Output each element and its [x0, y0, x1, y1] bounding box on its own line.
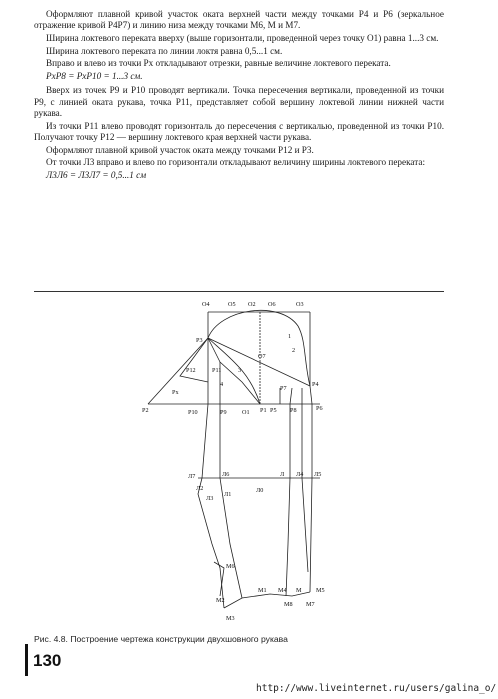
- label-Px: Px: [172, 389, 179, 396]
- formula: PxP8 = PxP10 = 1...3 см.: [46, 70, 143, 81]
- label-O4: O4: [202, 301, 210, 308]
- label-M: M: [296, 587, 302, 594]
- front-edge-line: [286, 388, 292, 596]
- paragraph: От точки Л3 вправо и влево по горизонтали откладывают величину ширины локтевого переката:: [46, 157, 425, 168]
- watermark-url: http://www.liveinternet.ru/users/galina_o/: [256, 683, 497, 694]
- label-4: 4: [220, 381, 224, 388]
- label-L6: Л6: [222, 471, 230, 478]
- body-text: [34, 9, 444, 184]
- guide-line-1: [208, 338, 220, 362]
- paragraph: Оформляют плавной кривой участок оката между точками P12 и P3.: [46, 144, 314, 155]
- label-L7: Л7: [188, 473, 196, 480]
- page-number: 130: [33, 651, 62, 670]
- label-L3: Л3: [206, 495, 214, 502]
- label-L2: Л2: [196, 485, 204, 492]
- paragraph: Ширина локтевого переката вверху (выше горизонтали, проведенной через точку O1) равна 1...3 см.: [46, 33, 439, 43]
- label-O6: O6: [268, 301, 276, 308]
- hem-line: [224, 592, 310, 608]
- label-P11: P11: [212, 367, 222, 374]
- label-L4: Л4: [296, 471, 304, 478]
- figure-caption: Рис. 4.8. Построение чертежа конструкции двухшовного рукава: [34, 634, 288, 644]
- label-M4: M4: [278, 587, 287, 594]
- label-P3: P3: [196, 337, 203, 344]
- label-M7: M7: [306, 601, 315, 608]
- label-P10: P10: [188, 409, 198, 416]
- label-L1: Л1: [224, 491, 232, 498]
- sleeve-pattern-drawing: [120, 296, 360, 626]
- label-2: 2: [292, 347, 296, 354]
- label-M1: M1: [258, 587, 267, 594]
- figure-top-rule: [34, 291, 444, 292]
- label-P12: P12: [186, 367, 196, 374]
- page-edge-bar: [25, 644, 28, 676]
- label-P4: P4: [312, 381, 319, 388]
- label-P8: P8: [290, 407, 297, 414]
- label-P2: P2: [142, 407, 149, 414]
- label-M6: M6: [226, 563, 235, 570]
- label-P1: P1: [260, 407, 267, 414]
- label-3: 3: [238, 367, 242, 374]
- px-triangle: [180, 338, 208, 382]
- paragraph: Оформляют плавной кривой участок оката верхней части между точками P4 и P6 (зеркальное отражение кривой P4P7) и линию низа между точками M6, M и M7.: [34, 9, 444, 31]
- paragraph: Ширина локтевого переката по линии локтя равна 0,5...1 см.: [46, 45, 283, 56]
- label-O2: O2: [248, 301, 256, 308]
- paragraph: Из точки P11 влево проводят горизонталь до пересечения с вертикалью, проведенной из точки P10. Получают точку P12 — вершину локтевого края верхней части рукава.: [34, 120, 444, 142]
- label-O1: O1: [242, 409, 250, 416]
- label-O5: O5: [228, 301, 236, 308]
- label-M3: M3: [226, 615, 235, 622]
- right-outline: [310, 386, 312, 592]
- diagonal-line: [208, 338, 310, 386]
- label-L: Л: [280, 471, 285, 478]
- paragraph: Вправо и влево из точки Px откладывают отрезки, равные величине локтевого переката.: [46, 58, 391, 69]
- paragraph: Вверх из точек P9 и P10 проводят вертикали. Точка пересечения вертикали, проведенной из точки P9, с линией оката рукава, точка P11, представляет собой вершину локтевой линии нижней части рукава.: [34, 85, 444, 118]
- label-L5: Л5: [314, 471, 322, 478]
- label-M2: M2: [216, 597, 225, 604]
- label-P6: P6: [316, 405, 323, 412]
- label-M5: M5: [316, 587, 325, 594]
- label-P9: P9: [220, 409, 227, 416]
- label-1: 1: [288, 333, 292, 340]
- point-labels: [142, 301, 325, 622]
- label-O7: O7: [258, 353, 266, 360]
- label-P5: P5: [270, 407, 277, 414]
- front-edge-right: [302, 388, 308, 572]
- label-L0: Л0: [256, 487, 264, 494]
- label-O3: O3: [296, 301, 304, 308]
- label-P7: P7: [280, 385, 287, 392]
- formula: Л3Л6 = Л3Л7 = 0,5...1 см: [46, 169, 147, 180]
- label-M8: M8: [284, 601, 293, 608]
